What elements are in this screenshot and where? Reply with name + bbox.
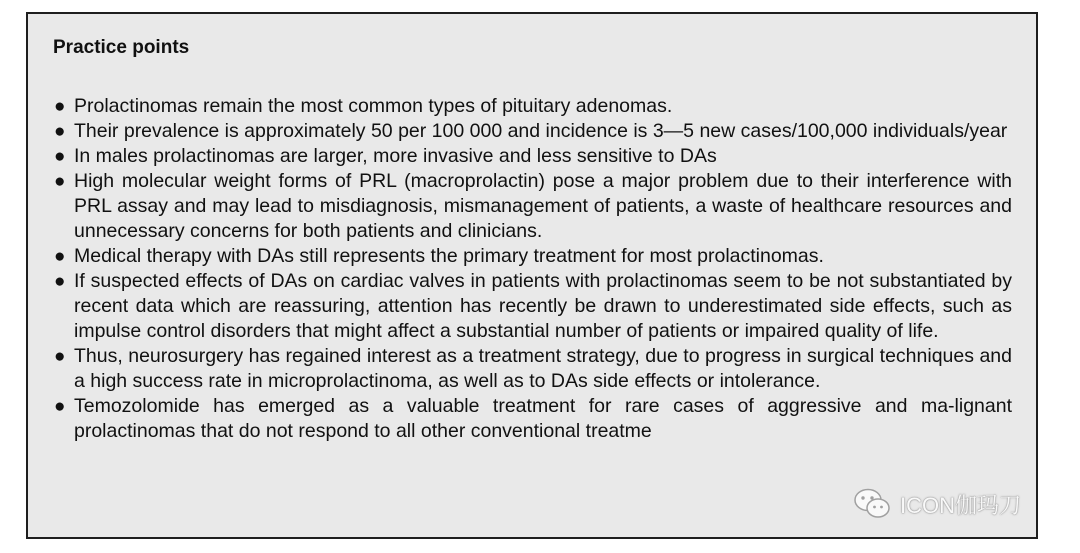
box-title: Practice points <box>53 37 190 58</box>
bullet-icon: ● <box>54 346 66 367</box>
practice-points-box <box>26 12 1038 539</box>
list-item <box>50 394 1012 444</box>
bullet-icon: ● <box>54 246 66 267</box>
bullet-icon: ● <box>54 146 66 167</box>
list-item-text: In males prolactinomas are larger, more invasive and less sensitive to DAs <box>74 145 717 167</box>
list-item-text: Medical therapy with DAs still represents the primary treatment for most prolactinomas. <box>74 245 824 267</box>
list-item <box>50 344 1012 394</box>
wechat-icon <box>850 482 894 526</box>
list-item-text: Thus, neurosurgery has regained interest as a treatment strategy, due to progress in surgical techniques and a high success rate in microprolactinoma, as well as to DAs side effects or intolerance. <box>74 345 1012 392</box>
practice-points-list <box>50 94 1012 444</box>
list-item <box>50 269 1012 344</box>
list-item <box>50 94 1012 119</box>
bullet-icon: ● <box>54 96 66 117</box>
list-item <box>50 169 1012 244</box>
list-item-text: Prolactinomas remain the most common types of pituitary adenomas. <box>74 95 673 117</box>
bullet-icon: ● <box>54 171 66 192</box>
list-item <box>50 244 1012 269</box>
watermark-text: ICON伽玛刀 <box>900 492 1022 518</box>
list-item-text: Their prevalence is approximately 50 per 100 000 and incidence is 3—5 new cases/100,000 individuals/year <box>74 120 1008 142</box>
list-item <box>50 144 1012 169</box>
bullet-icon: ● <box>54 396 66 417</box>
bullet-icon: ● <box>54 121 66 142</box>
watermark <box>850 482 1021 526</box>
list-item-text: Temozolomide has emerged as a valuable treatment for rare cases of aggressive and ma-lignant prolactinomas that do not respond to all other conventional treatme <box>74 395 1012 442</box>
bullet-icon: ● <box>54 271 66 292</box>
list-item-text: High molecular weight forms of PRL (macroprolactin) pose a major problem due to their interference with PRL assay and may lead to misdiagnosis, mismanagement of patients, a waste of healthcare resources and unnecessary concerns for both patients and clinicians. <box>74 170 1012 242</box>
list-item-text: If suspected effects of DAs on cardiac valves in patients with prolactinomas seem to be not substantiated by recent data which are reassuring, attention has recently be drawn to underestimated side effects, such as impulse control disorders that might affect a substantial number of patients or impaired quality of life. <box>74 270 1012 342</box>
list-item <box>50 119 1012 144</box>
